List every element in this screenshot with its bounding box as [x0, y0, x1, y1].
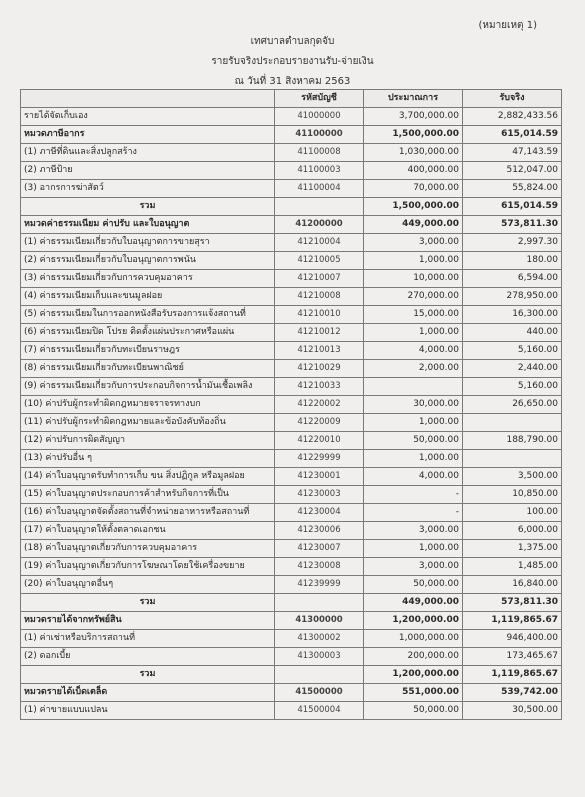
table-row — [21, 252, 562, 270]
row-name: (6) ค่าธรรมเนียมปิด โปรย ติดตั้งแผ่นประกาศหรือแผ่น — [21, 324, 275, 342]
row-actual: 615,014.59 — [463, 198, 562, 216]
row-budget: 400,000.00 — [364, 162, 463, 180]
row-account-code: 41200000 — [275, 216, 364, 234]
table-row — [21, 504, 562, 522]
row-name: (2) ค่าธรรมเนียมเกี่ยวกับใบอนุญาตการพนัน — [21, 252, 275, 270]
row-budget: 70,000.00 — [364, 180, 463, 198]
row-budget: 4,000.00 — [364, 342, 463, 360]
row-account-code: 41500000 — [275, 684, 364, 702]
row-name: หมวดรายได้จากทรัพย์สิน — [21, 612, 275, 630]
row-actual: 278,950.00 — [463, 288, 562, 306]
row-budget: 449,000.00 — [364, 594, 463, 612]
table-row — [21, 234, 562, 252]
row-budget: 1,200,000.00 — [364, 666, 463, 684]
table-row — [21, 522, 562, 540]
table-row — [21, 342, 562, 360]
section-row — [21, 684, 562, 702]
row-actual: 573,811.30 — [463, 594, 562, 612]
total-row — [21, 666, 562, 684]
row-account-code: 41100004 — [275, 180, 364, 198]
row-name: รายได้จัดเก็บเอง — [21, 108, 275, 126]
table-header-row — [21, 90, 562, 108]
table-row — [21, 630, 562, 648]
row-actual: 1,485.00 — [463, 558, 562, 576]
row-budget: 4,000.00 — [364, 468, 463, 486]
row-name: (8) ค่าธรรมเนียมเกี่ยวกับทะเบียนพาณิชย์ — [21, 360, 275, 378]
row-budget: 270,000.00 — [364, 288, 463, 306]
section-row — [21, 216, 562, 234]
row-budget: 551,000.00 — [364, 684, 463, 702]
row-actual: 573,811.30 — [463, 216, 562, 234]
row-account-code: 41210005 — [275, 252, 364, 270]
header-actual: รับจริง — [463, 90, 562, 108]
row-actual: 47,143.59 — [463, 144, 562, 162]
row-budget: 1,200,000.00 — [364, 612, 463, 630]
table-row — [21, 270, 562, 288]
row-name: (12) ค่าปรับการผิดสัญญา — [21, 432, 275, 450]
row-name: (1) ภาษีที่ดินและสิ่งปลูกสร้าง — [21, 144, 275, 162]
row-actual — [463, 450, 562, 468]
row-name: หมวดภาษีอากร — [21, 126, 275, 144]
table-row — [21, 702, 562, 720]
row-account-code: 41300000 — [275, 612, 364, 630]
table-row — [21, 648, 562, 666]
row-budget: 1,000,000.00 — [364, 630, 463, 648]
row-account-code: 41239999 — [275, 576, 364, 594]
table-row — [21, 468, 562, 486]
row-name: (17) ค่าใบอนุญาตให้ตั้งตลาดเอกชน — [21, 522, 275, 540]
row-actual: 1,375.00 — [463, 540, 562, 558]
row-actual: 5,160.00 — [463, 378, 562, 396]
header-account-code: รหัสบัญชี — [275, 90, 364, 108]
row-actual: 6,000.00 — [463, 522, 562, 540]
row-name: (7) ค่าธรรมเนียมเกี่ยวกับทะเบียนราษฎร — [21, 342, 275, 360]
row-budget: 2,000.00 — [364, 360, 463, 378]
row-budget: 30,000.00 — [364, 396, 463, 414]
row-actual: 30,500.00 — [463, 702, 562, 720]
row-account-code — [275, 666, 364, 684]
row-name: (4) ค่าธรรมเนียมเก็บและขนมูลฝอย — [21, 288, 275, 306]
row-account-code: 41220010 — [275, 432, 364, 450]
section-row — [21, 126, 562, 144]
table-row — [21, 144, 562, 162]
row-actual: 55,824.00 — [463, 180, 562, 198]
row-actual: 539,742.00 — [463, 684, 562, 702]
row-actual: 173,465.67 — [463, 648, 562, 666]
row-name: (3) ค่าธรรมเนียมเกี่ยวกับการควบคุมอาคาร — [21, 270, 275, 288]
row-account-code: 41210010 — [275, 306, 364, 324]
row-budget: 1,030,000.00 — [364, 144, 463, 162]
row-name: (1) ค่าขายแบบแปลน — [21, 702, 275, 720]
row-account-code: 41230007 — [275, 540, 364, 558]
row-budget: 3,000.00 — [364, 558, 463, 576]
row-budget: 1,000.00 — [364, 414, 463, 432]
row-name: หมวดรายได้เบ็ดเตล็ด — [21, 684, 275, 702]
section-row — [21, 612, 562, 630]
table-row — [21, 378, 562, 396]
row-budget: 3,700,000.00 — [364, 108, 463, 126]
table-row — [21, 558, 562, 576]
row-account-code — [275, 198, 364, 216]
table-row — [21, 486, 562, 504]
row-budget: - — [364, 504, 463, 522]
row-account-code: 41100008 — [275, 144, 364, 162]
table-row — [21, 162, 562, 180]
row-name: รวม — [21, 198, 275, 216]
revenue-table — [20, 89, 562, 720]
table-row — [21, 108, 562, 126]
row-name: (15) ค่าใบอนุญาตประกอบการค้าสำหรับกิจการที่เป็น — [21, 486, 275, 504]
row-account-code: 41230003 — [275, 486, 364, 504]
row-actual: 2,997.30 — [463, 234, 562, 252]
row-budget: 3,000.00 — [364, 522, 463, 540]
row-budget: 449,000.00 — [364, 216, 463, 234]
row-name: หมวดค่าธรรมเนียม ค่าปรับ และใบอนุญาต — [21, 216, 275, 234]
report-date: ณ วันที่ 31 สิงหาคม 2563 — [234, 76, 351, 87]
report-title: รายรับจริงประกอบรายงานรับ-จ่ายเงิน — [211, 56, 374, 67]
row-name: (10) ค่าปรับผู้กระทำผิดกฎหมายจราจรทางบก — [21, 396, 275, 414]
row-actual: 16,300.00 — [463, 306, 562, 324]
row-account-code: 41210029 — [275, 360, 364, 378]
row-name: (1) ค่าเช่าหรือบริการสถานที่ — [21, 630, 275, 648]
row-name: รวม — [21, 594, 275, 612]
table-body — [21, 108, 562, 720]
row-budget: 200,000.00 — [364, 648, 463, 666]
row-budget: 1,000.00 — [364, 540, 463, 558]
row-account-code: 41100003 — [275, 162, 364, 180]
row-name: (18) ค่าใบอนุญาตเกี่ยวกับการควบคุมอาคาร — [21, 540, 275, 558]
row-budget: 50,000.00 — [364, 702, 463, 720]
note-label: (หมายเหตุ 1) — [478, 20, 537, 31]
table-row — [21, 180, 562, 198]
table-row — [21, 540, 562, 558]
row-name: (14) ค่าใบอนุญาตรับทำการเก็บ ขน สิ่งปฏิกูล หรือมูลฝอย — [21, 468, 275, 486]
row-account-code: 41210008 — [275, 288, 364, 306]
header-budget: ประมาณการ — [364, 90, 463, 108]
row-name: (11) ค่าปรับผู้กระทำผิดกฎหมายและข้อบังคับท้องถิ่น — [21, 414, 275, 432]
table-row — [21, 576, 562, 594]
total-row — [21, 594, 562, 612]
row-actual: 180.00 — [463, 252, 562, 270]
row-actual: 440.00 — [463, 324, 562, 342]
row-budget: 1,500,000.00 — [364, 126, 463, 144]
row-budget: 1,000.00 — [364, 324, 463, 342]
row-name: (1) ค่าธรรมเนียมเกี่ยวกับใบอนุญาตการขายสุรา — [21, 234, 275, 252]
row-account-code: 41210013 — [275, 342, 364, 360]
municipality-title: เทศบาลตำบลกุดจับ — [250, 36, 335, 47]
row-budget: 50,000.00 — [364, 576, 463, 594]
row-actual: 16,840.00 — [463, 576, 562, 594]
row-name: (5) ค่าธรรมเนียมในการออกหนังสือรับรองการแจ้งสถานที่ — [21, 306, 275, 324]
row-actual: 26,650.00 — [463, 396, 562, 414]
row-account-code: 41210004 — [275, 234, 364, 252]
row-account-code: 41230008 — [275, 558, 364, 576]
row-actual: 3,500.00 — [463, 468, 562, 486]
row-account-code: 41500004 — [275, 702, 364, 720]
row-account-code: 41210007 — [275, 270, 364, 288]
row-budget: 1,500,000.00 — [364, 198, 463, 216]
row-actual: 1,119,865.67 — [463, 666, 562, 684]
table-row — [21, 414, 562, 432]
row-budget: 3,000.00 — [364, 234, 463, 252]
row-account-code: 41220002 — [275, 396, 364, 414]
row-actual: 6,594.00 — [463, 270, 562, 288]
row-name: (9) ค่าธรรมเนียมเกี่ยวกับการประกอบกิจการน้ำมันเชื้อเพลิง — [21, 378, 275, 396]
row-account-code: 41220009 — [275, 414, 364, 432]
row-name: (2) ภาษีป้าย — [21, 162, 275, 180]
table-row — [21, 360, 562, 378]
row-actual: 512,047.00 — [463, 162, 562, 180]
row-budget: 50,000.00 — [364, 432, 463, 450]
row-name: รวม — [21, 666, 275, 684]
row-budget: 1,000.00 — [364, 450, 463, 468]
row-account-code: 41230006 — [275, 522, 364, 540]
row-budget: 1,000.00 — [364, 252, 463, 270]
table-row — [21, 396, 562, 414]
row-budget — [364, 378, 463, 396]
row-account-code — [275, 594, 364, 612]
row-actual: 2,440.00 — [463, 360, 562, 378]
total-row — [21, 198, 562, 216]
row-actual: 2,882,433.56 — [463, 108, 562, 126]
header-name — [21, 90, 275, 108]
row-account-code: 41210012 — [275, 324, 364, 342]
row-account-code: 41300003 — [275, 648, 364, 666]
row-actual: 100.00 — [463, 504, 562, 522]
row-actual: 188,790.00 — [463, 432, 562, 450]
row-actual: 5,160.00 — [463, 342, 562, 360]
row-budget: 10,000.00 — [364, 270, 463, 288]
table-row — [21, 288, 562, 306]
table-row — [21, 324, 562, 342]
row-account-code: 41210033 — [275, 378, 364, 396]
row-account-code: 41230004 — [275, 504, 364, 522]
row-name: (2) ดอกเบี้ย — [21, 648, 275, 666]
row-account-code: 41230001 — [275, 468, 364, 486]
row-actual: 615,014.59 — [463, 126, 562, 144]
row-account-code: 41000000 — [275, 108, 364, 126]
row-account-code: 41300002 — [275, 630, 364, 648]
row-actual: 1,119,865.67 — [463, 612, 562, 630]
row-actual: 10,850.00 — [463, 486, 562, 504]
row-account-code: 41100000 — [275, 126, 364, 144]
row-account-code: 41229999 — [275, 450, 364, 468]
row-name: (16) ค่าใบอนุญาตจัดตั้งสถานที่จำหน่ายอาหารหรือสถานที่ — [21, 504, 275, 522]
row-budget: 15,000.00 — [364, 306, 463, 324]
row-name: (20) ค่าใบอนุญาตอื่นๆ — [21, 576, 275, 594]
table-row — [21, 450, 562, 468]
row-budget: - — [364, 486, 463, 504]
table-row — [21, 432, 562, 450]
row-actual — [463, 414, 562, 432]
row-name: (13) ค่าปรับอื่น ๆ — [21, 450, 275, 468]
row-actual: 946,400.00 — [463, 630, 562, 648]
table-row — [21, 306, 562, 324]
row-name: (19) ค่าใบอนุญาตเกี่ยวกับการโฆษณาโดยใช้เครื่องขยาย — [21, 558, 275, 576]
row-name: (3) อากรการฆ่าสัตว์ — [21, 180, 275, 198]
